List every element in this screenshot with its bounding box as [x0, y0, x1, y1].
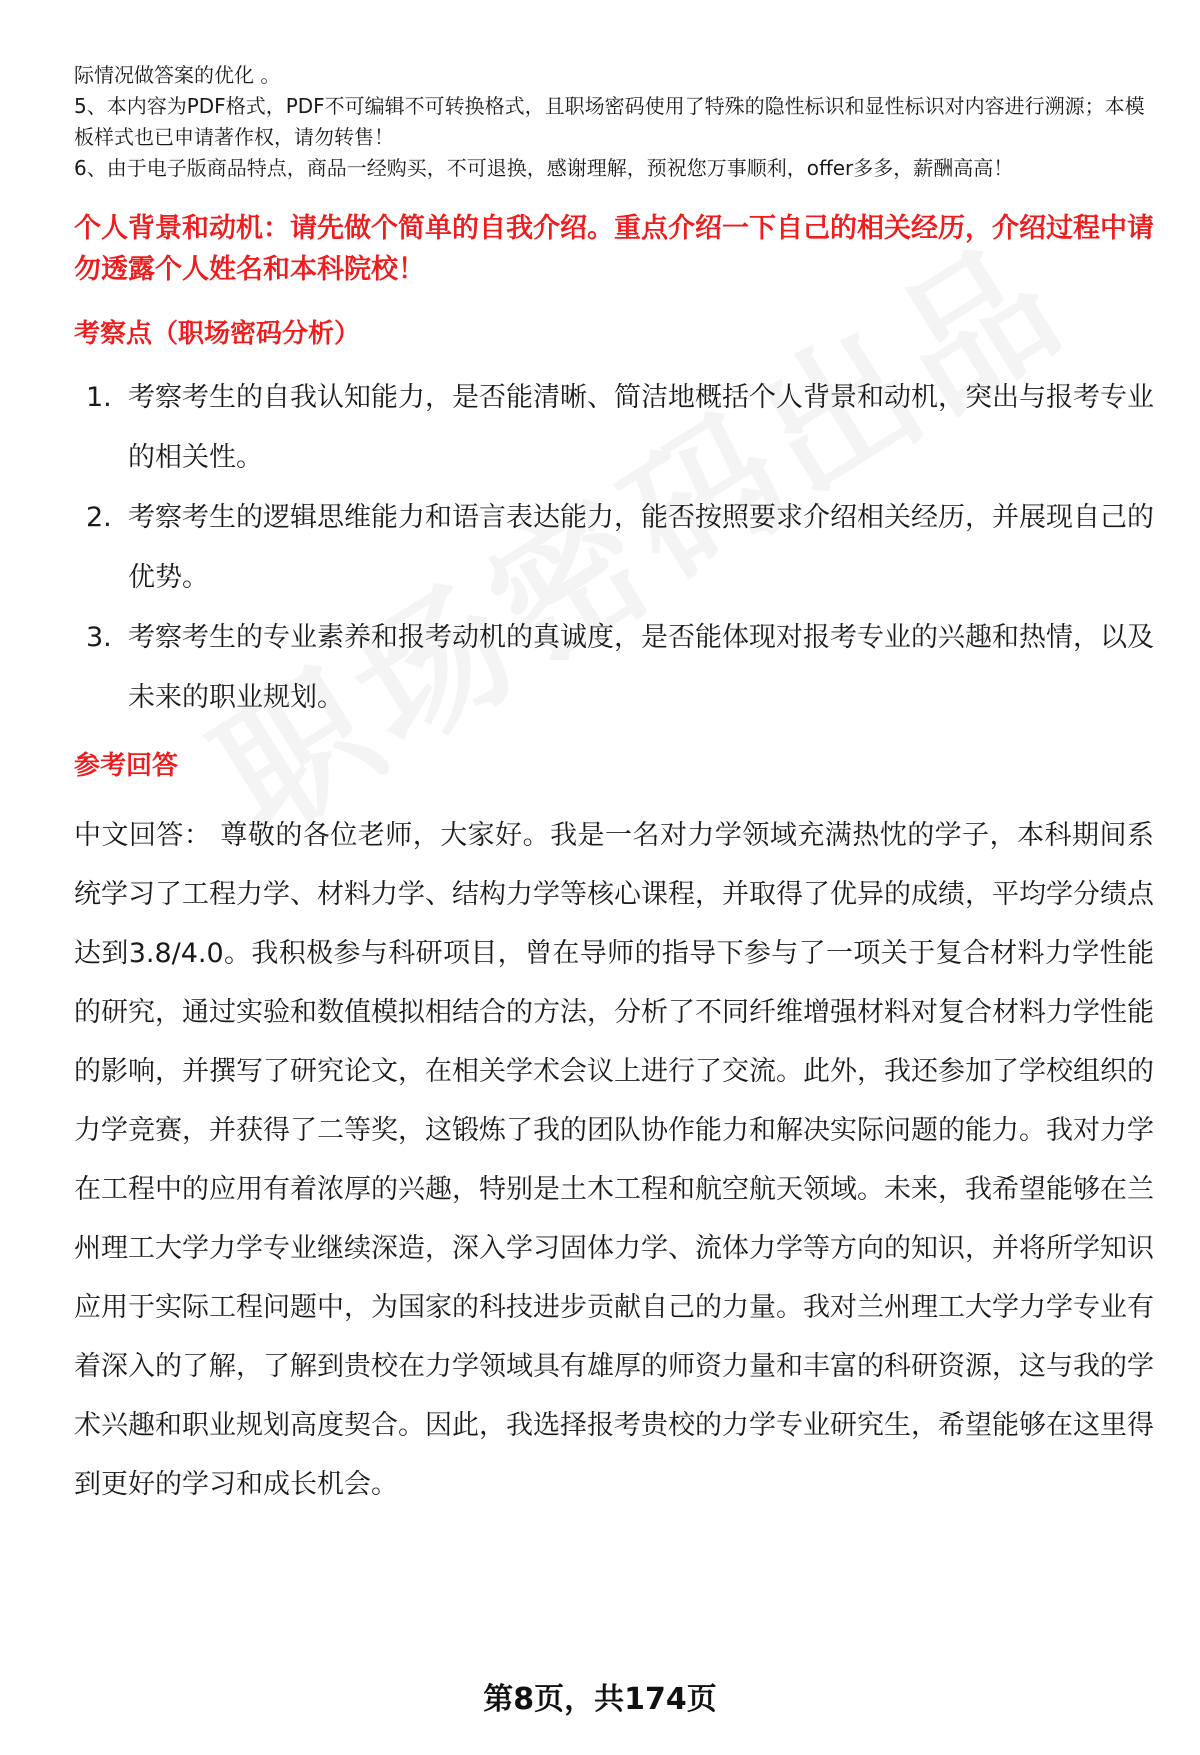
question-heading: 个人背景和动机：请先做个简单的自我介绍。重点介绍一下自己的相关经历，介绍过程中请勿透露个人姓名和本科院校！: [74, 213, 1154, 285]
list-item-number: 1.: [86, 382, 112, 413]
list-item: [74, 608, 1154, 728]
note-line: 5、本内容为PDF格式，PDF不可编辑不可转换格式，且职场密码使用了特殊的隐性标识和显性标识对内容进行溯源；本模板样式也已申请著作权，请勿转售！: [74, 94, 1145, 149]
list-item: [74, 488, 1154, 608]
list-item-text: 考察考生的自我认知能力，是否能清晰、简洁地概括个人背景和动机，突出与报考专业的相关性。: [128, 382, 1154, 473]
document-page: [74, 0, 1154, 1514]
analysis-heading: 考察点（职场密码分析）: [74, 319, 361, 349]
reference-answer: 中文回答： 尊敬的各位老师，大家好。我是一名对力学领域充满热忱的学子，本科期间系统学习了工程力学、材料力学、结构力学等核心课程，并取得了优异的成绩，平均学分绩点达到3.8/4.0。我积极参与科研项目，曾在导师的指导下参与了一项关于复合材料力学性能的研究，通过实验和数值模拟相结合的方法，分析了不同纤维增强材料对复合材料力学性能的影响，并撰写了研究论文，在相关学术会议上进行了交流。此外，我还参加了学校组织的力学竞赛，并获得了二等奖，这锻炼了我的团队协作能力和解决实际问题的能力。我对力学在工程中的应用有着浓厚的兴趣，特别是土木工程和航空航天领域。未来，我希望能够在兰州理工大学力学专业继续深造，深入学习固体力学、流体力学等方向的知识，并将所学知识应用于实际工程问题中，为国家的科技进步贡献自己的力量。我对兰州理工大学力学专业有着深入的了解，了解到贵校在力学领域具有雄厚的师资力量和丰富的科研资源，这与我的学术兴趣和职业规划高度契合。因此，我选择报考贵校的力学专业研究生，希望能够在这里得到更好的学习和成长机会。: [74, 820, 1154, 1500]
list-item-text: 考察考生的逻辑思维能力和语言表达能力，能否按照要求介绍相关经历，并展现自己的优势。: [128, 502, 1154, 593]
note-line: 际情况做答案的优化 。: [74, 63, 281, 87]
list-item-text: 考察考生的专业素养和报考动机的真诚度，是否能体现对报考专业的兴趣和热情，以及未来的职业规划。: [128, 622, 1154, 713]
list-item-number: 3.: [86, 622, 112, 653]
list-item-number: 2.: [86, 502, 112, 533]
page-number: 第8页，共174页: [483, 1682, 717, 1717]
notes-block: [74, 60, 1154, 184]
analysis-list: [74, 368, 1154, 728]
reference-heading: 参考回答: [74, 751, 179, 781]
list-item: [74, 368, 1154, 488]
note-line: 6、由于电子版商品特点，商品一经购买，不可退换，感谢理解，预祝您万事顺利，offer多多，薪酬高高！: [74, 156, 1014, 180]
